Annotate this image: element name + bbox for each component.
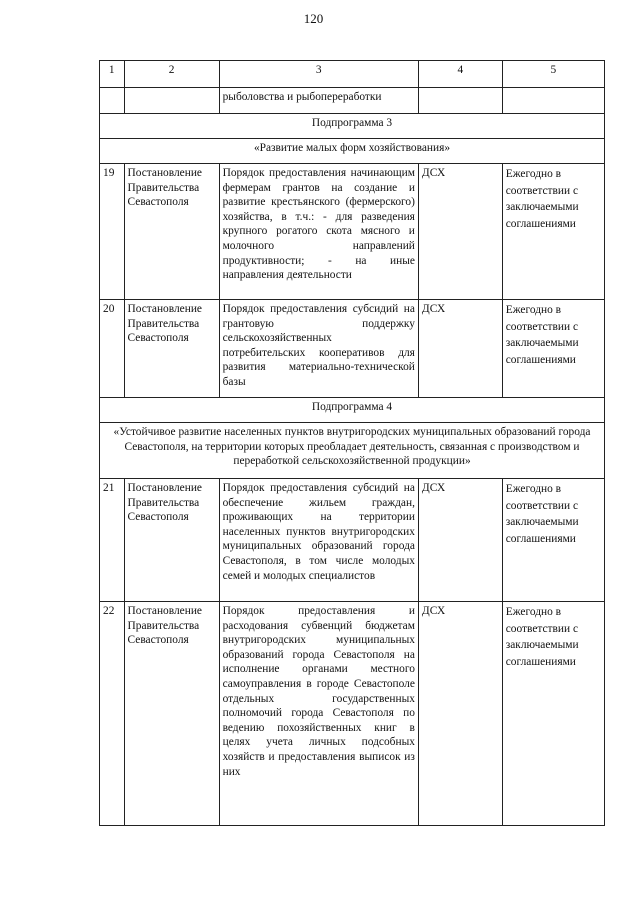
row-term: Ежегодно в соответствии с заключаемыми соглашениями xyxy=(502,300,604,398)
table-row xyxy=(100,300,605,398)
row-number: 19 xyxy=(100,164,125,300)
row-term: Ежегодно в соответствии с заключаемыми соглашениями xyxy=(502,602,604,826)
row-description: Порядок предоставления субсидий на грантовую поддержку сельскохозяйственных потребительских кооперативов для развития материально-технической базы xyxy=(219,300,418,398)
row-act: Постановление Правительства Севастополя xyxy=(124,602,219,826)
subprogram-3-label: Подпрограмма 3 xyxy=(100,114,605,139)
row-executor: ДСХ xyxy=(418,602,502,826)
row-number: 21 xyxy=(100,479,125,602)
row-act: Постановление Правительства Севастополя xyxy=(124,164,219,300)
row-act: Постановление Правительства Севастополя xyxy=(124,479,219,602)
row-executor: ДСХ xyxy=(418,300,502,398)
header-col-1: 1 xyxy=(100,61,125,88)
subprogram-4-title: «Устойчивое развитие населенных пунктов внутригородских муниципальных образований города Севастополя, на территории которых преобладает деятельность, связанная с производством и переработкой сельскохозяйственной продукции» xyxy=(100,423,605,479)
header-col-3: 3 xyxy=(219,61,418,88)
table-header-row xyxy=(100,61,605,88)
continuation-row xyxy=(100,88,605,114)
row-number: 22 xyxy=(100,602,125,826)
row-number: 20 xyxy=(100,300,125,398)
row-term: Ежегодно в соответствии с заключаемыми соглашениями xyxy=(502,164,604,300)
subprogram-4-label: Подпрограмма 4 xyxy=(100,398,605,423)
table-row xyxy=(100,479,605,602)
header-col-2: 2 xyxy=(124,61,219,88)
continuation-text: рыболовства и рыбопереработки xyxy=(219,88,418,114)
subprogram-4-label-row xyxy=(100,398,605,423)
table-row xyxy=(100,602,605,826)
subprogram-3-title: «Развитие малых форм хозяйствования» xyxy=(100,139,605,164)
page-number: 120 xyxy=(303,11,324,26)
header-col-4: 4 xyxy=(418,61,502,88)
row-executor: ДСХ xyxy=(418,479,502,602)
row-description: Порядок предоставления начинающим фермерам грантов на создание и развитие крестьянского (фермерского) хозяйства, в т.ч.: - для разведения крупного рогатого скота мясного и молочного направлений продуктивности; - на иные направления деятельности xyxy=(219,164,418,300)
row-description: Порядок предоставления субсидий на обеспечение жильем граждан, проживающих на территории населенных пунктов внутригородских муниципальных образований города Севастополя, в том числе молодых семей и молодых специалистов xyxy=(219,479,418,602)
table-row xyxy=(100,164,605,300)
subprogram-3-title-row xyxy=(100,139,605,164)
row-executor: ДСХ xyxy=(418,164,502,300)
row-act: Постановление Правительства Севастополя xyxy=(124,300,219,398)
subprogram-4-title-row xyxy=(100,423,605,479)
row-description: Порядок предоставления и расходования субвенций бюджетам внутригородских муниципальных образований города Севастополя на исполнение органами местного самоуправления в городе Севастополе отдельных государственных полномочий города Севастополя по ведению похозяйственных книг в целях учета личных подсобных хозяйств и предоставления выписок из них xyxy=(219,602,418,826)
document-table xyxy=(99,60,605,826)
row-term: Ежегодно в соответствии с заключаемыми соглашениями xyxy=(502,479,604,602)
header-col-5: 5 xyxy=(502,61,604,88)
subprogram-3-label-row xyxy=(100,114,605,139)
